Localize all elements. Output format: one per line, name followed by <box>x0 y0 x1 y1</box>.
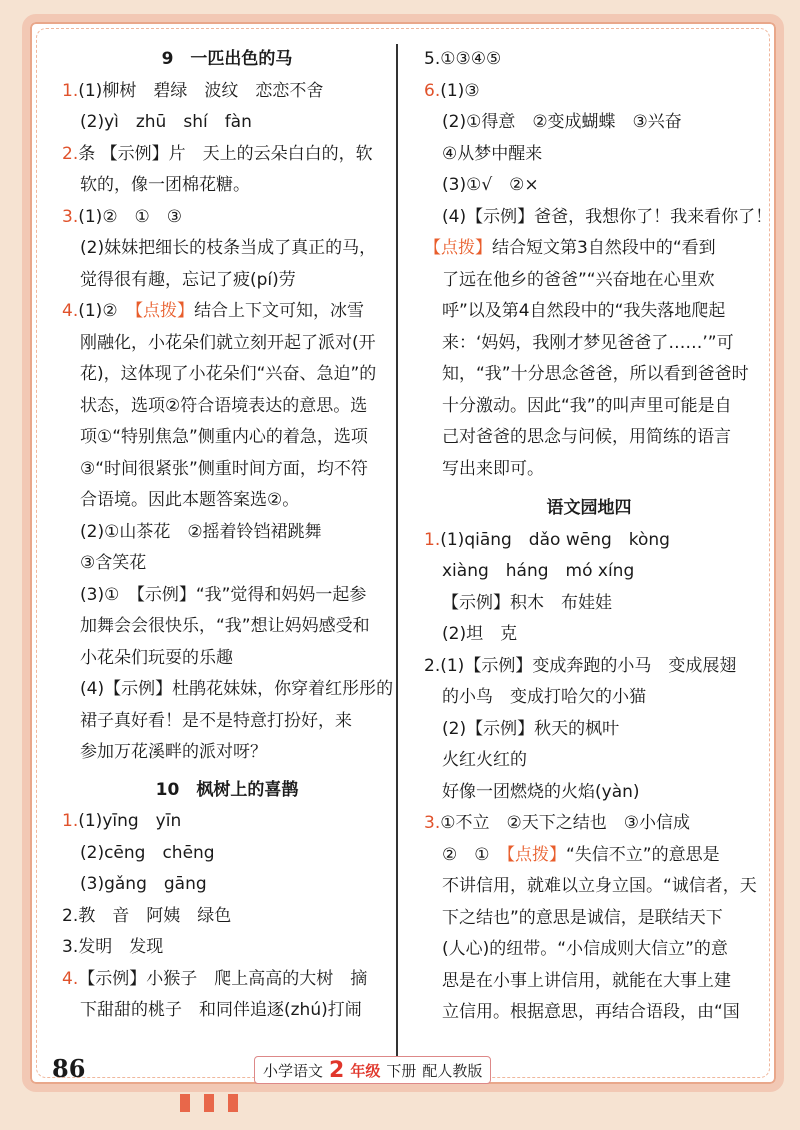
column-divider <box>396 44 398 1064</box>
answer-line <box>62 170 392 202</box>
answer-line <box>62 964 392 996</box>
right-column <box>424 44 773 1029</box>
answer-text: xiàng háng mó xíng <box>442 561 635 581</box>
question-number: 1. <box>424 529 441 550</box>
answer-line: 刚融化，小花朵们就立刻开起了派对(开 <box>80 332 376 353</box>
answer-text: (2)妹妹把细长的枝条当成了真正的马， <box>80 238 377 258</box>
answer-line <box>62 107 392 139</box>
answer-text: 的小鸟 变成打哈欠的小猫 <box>442 687 646 707</box>
answer-line <box>62 806 392 838</box>
answer-line: (2)①山茶花 ②摇着铃铛裙跳舞 <box>80 521 322 542</box>
answer-text: (1)柳树 碧绿 波纹 恋恋不舍 <box>78 80 324 101</box>
answer-line <box>424 619 754 651</box>
answer-line <box>424 170 754 202</box>
answer-text: (1)③ <box>440 80 480 101</box>
answer-line <box>424 777 754 809</box>
answer-line: ③“时间很紧张”侧重时间方面，均不符 <box>80 458 368 479</box>
question-number: 4. <box>62 968 79 989</box>
answer-line: 知，“我”十分思念爸爸，所以看到爸爸时 <box>442 364 749 384</box>
answer-text: (1)yīng yīn <box>78 811 182 831</box>
footer-grade-number: 2 <box>329 1057 345 1083</box>
answer-text: 条 【示例】片 天上的云朵白白的，软 <box>78 143 373 164</box>
answer-line: (4)【示例】杜鹃花妹妹，你穿着红彤彤的 <box>80 679 394 699</box>
answer-text: 好像一团燃烧的火焰(yàn) <box>442 781 640 802</box>
answer-line <box>62 932 392 964</box>
footer-edition: 配人教版 <box>422 1061 483 1080</box>
answer-text: (2)yì zhū shí fàn <box>80 112 252 132</box>
answer-text: (1)② ① ③ <box>78 206 183 227</box>
answer-text: (2)【示例】秋天的枫叶 <box>442 718 620 739</box>
question-number: 3. <box>62 937 79 957</box>
answer-line <box>62 139 392 171</box>
answer-line <box>424 714 754 746</box>
answer-text: (3)gǎng gāng <box>80 874 207 894</box>
answer-text: (1)② <box>78 301 135 321</box>
tab-mark <box>180 1094 190 1112</box>
question-number: 3. <box>424 813 441 833</box>
question-number: 3. <box>62 206 79 227</box>
answer-text: 结合短文第3自然段中的“看到 <box>492 238 716 258</box>
answer-line <box>424 808 754 840</box>
question-number: 1. <box>62 811 79 831</box>
answer-text: 软的，像一团棉花糖。 <box>80 175 250 195</box>
answer-line: 合语境。因此本题答案选②。 <box>80 490 300 510</box>
answer-line <box>424 107 754 139</box>
answer-line <box>62 838 392 870</box>
answer-line: 了远在他乡的爸爸”“兴奋地在心里欢 <box>442 269 715 290</box>
answer-text: (1)【示例】变成奔跑的小马 变成展翅 <box>440 655 737 676</box>
answer-line <box>424 139 754 171</box>
answer-text: “失信不立”的意思是 <box>565 844 720 865</box>
footer-term: 下册 <box>386 1061 417 1080</box>
book-footer <box>254 1056 491 1084</box>
answer-line <box>424 202 773 234</box>
page-number: 86 <box>52 1054 86 1083</box>
answer-text: 结合上下文可知，冰雪 <box>194 301 365 321</box>
answer-line <box>62 901 392 933</box>
question-number: 4. <box>62 301 79 321</box>
answer-line: 呼”以及第4自然段中的“我失落地爬起 <box>442 301 726 321</box>
question-number: 2. <box>424 655 441 676</box>
section-title-9: 9 一匹出色的马 <box>161 49 293 69</box>
section-title-10: 10 枫树上的喜鹊 <box>155 779 299 800</box>
answer-line <box>424 840 754 872</box>
answer-line <box>62 202 392 234</box>
answer-text: ①不立 ②天下之结也 ③小信成 <box>440 813 690 833</box>
answer-line <box>62 296 392 328</box>
answer-line: ③含笑花 <box>80 553 147 573</box>
answer-line: 己对爸爸的思念与问候，用简练的语言 <box>442 427 731 447</box>
hint-label: 【点拨】 <box>424 238 492 258</box>
answer-text: (2)cēng chēng <box>80 842 215 863</box>
question-number: 2. <box>62 905 79 926</box>
answer-text: 下甜甜的桃子 和同伴追逐(zhú)打闹 <box>80 1000 362 1020</box>
answer-text: (3)①√ ②× <box>442 175 539 195</box>
answer-line: 项①“特别焦急”侧重内心的着急，选项 <box>80 427 368 447</box>
answer-line <box>424 44 754 76</box>
answer-line <box>424 588 754 620</box>
answer-line <box>424 682 754 714</box>
question-number: 2. <box>62 143 79 164</box>
section-title-garden: 语文园地四 <box>546 498 632 518</box>
bottom-tabs <box>180 1094 238 1112</box>
footer-grade-unit: 年级 <box>350 1061 381 1080</box>
hint-label: 【点拨】 <box>506 844 566 865</box>
answer-text: 【示例】积木 布娃娃 <box>442 592 612 613</box>
answer-text: ④从梦中醒来 <box>442 143 543 164</box>
left-column <box>62 44 392 1027</box>
answer-line <box>62 233 392 265</box>
answer-text: 火红火红的 <box>442 750 527 770</box>
answer-line <box>424 233 754 265</box>
answer-line: 加舞会会很快乐，“我”想让妈妈感受和 <box>80 616 370 636</box>
answer-text: (4)【示例】爸爸，我想你了！我来看你了！ <box>442 206 773 227</box>
answer-line: (3)① 【示例】“我”觉得和妈妈一起参 <box>80 584 367 605</box>
answer-line: 花)，这体现了小花朵们“兴奋、急迫”的 <box>80 364 377 384</box>
answer-line: 写出来即可。 <box>442 458 544 479</box>
tab-mark <box>204 1094 214 1112</box>
question-number: 1. <box>62 80 79 101</box>
answer-text: 发明 发现 <box>78 937 164 957</box>
answer-line <box>424 556 754 588</box>
answer-line: 裙子真好看！是不是特意打扮好，来 <box>80 710 352 731</box>
answer-line <box>62 76 392 108</box>
answer-line: 来：‘妈妈，我刚才梦见爸爸了……’”可 <box>442 332 734 353</box>
tab-mark <box>228 1094 238 1112</box>
answer-line <box>424 651 754 683</box>
answer-line <box>62 995 392 1027</box>
answer-text: 觉得很有趣，忘记了疲(pí)劳 <box>80 269 296 290</box>
answer-text: ①③④⑤ <box>440 49 502 69</box>
question-number: 5. <box>424 49 441 69</box>
answer-line <box>424 525 754 557</box>
question-number: 6. <box>424 80 441 101</box>
answer-line <box>424 745 754 777</box>
answer-line <box>62 869 392 901</box>
answer-line: 参加万花溪畔的派对呀？ <box>80 742 267 762</box>
answer-text: 【示例】小猴子 爬上高高的大树 摘 <box>78 968 368 989</box>
answer-line: 下之结也”的意思是诚信，是联结天下 <box>442 907 723 928</box>
answer-line: 状态，选项②符合语境表达的意思。选 <box>80 395 368 416</box>
answer-line: 立信用。根据意思，再结合语段，由“国 <box>442 1002 740 1022</box>
footer-subject: 小学语文 <box>263 1061 324 1080</box>
answer-text: (2)①得意 ②变成蝴蝶 ③兴奋 <box>442 112 682 132</box>
answer-line: 十分激动。因此“我”的叫声里可能是自 <box>442 395 732 416</box>
answer-line: (人心)的纽带。“小信成则大信立”的意 <box>442 939 728 959</box>
answer-text: (2)坦 克 <box>442 624 518 644</box>
answer-line: 思是在小事上讲信用，就能在大事上建 <box>442 970 731 991</box>
answer-line <box>424 76 754 108</box>
answer-text: ② ① <box>442 844 507 865</box>
answer-text: (1)qiāng dǎo wēng kòng <box>440 529 670 550</box>
hint-label: 【点拨】 <box>134 301 195 321</box>
answer-line: 不讲信用，就难以立身立国。“诚信者，天 <box>442 876 757 896</box>
answer-text: 教 音 阿姨 绿色 <box>78 905 232 926</box>
answer-line <box>62 265 392 297</box>
answer-line: 小花朵们玩耍的乐趣 <box>80 647 233 668</box>
